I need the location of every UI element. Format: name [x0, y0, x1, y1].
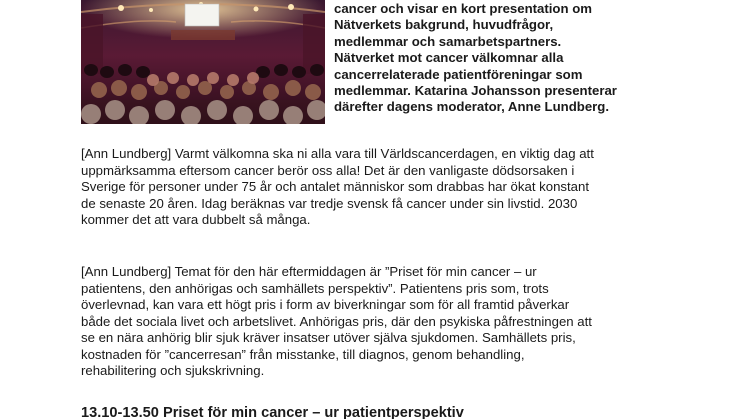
paragraph-line: kommer det att vara dubbelt så många. [81, 212, 311, 227]
paragraph-line: de senaste 20 åren. Idag beräknas var tredje svensk få cancer under sin livstid. 2030 [81, 195, 578, 211]
paragraph-line: kostnaden för ”cancerresan” från misstanke, till diagnos, genom behandling, [81, 346, 525, 362]
intro-line: cancer och visar en kort presentation om [334, 1, 592, 16]
paragraph-line: [Ann Lundberg] Varmt välkomna ska ni alla vara till Världscancerdagen, en viktig dag att [81, 146, 594, 161]
paragraph-theme [81, 264, 681, 380]
intro-line: cancerrelaterade patientföreningar som [334, 66, 583, 82]
paragraph-line: [Ann Lundberg] Temat för den här eftermiddagen är ”Priset för min cancer – ur [81, 264, 537, 279]
intro-line: medlemmar. Katarina Johansson presenterar [334, 83, 617, 99]
section-heading: 13.10-13.50 Priset för min cancer – ur patientperspektiv [81, 405, 464, 419]
intro-line: därefter dagens moderator, Anne Lundberg. [334, 99, 610, 115]
intro-bold-text [334, 1, 664, 116]
paragraph-line: patientens, den anhörigas och samhällets perspektiv”. Patientens pris som, trots [81, 280, 549, 296]
conference-hall-photo [81, 0, 325, 124]
intro-line: medlemmar och samarbetspartners. [334, 33, 562, 49]
paragraph-line: se en nära anhörig blir sjuk kräver insatser utöver själva sjukdomen. Samhällets pris, [81, 330, 576, 345]
intro-line: Nätverket mot cancer välkomnar alla [334, 50, 564, 66]
paragraph-welcome [81, 146, 681, 229]
intro-line: Nätverkets bakgrund, huvudfrågor, [334, 17, 554, 33]
paragraph-line: rehabilitering och sjukskrivning. [81, 363, 265, 378]
paragraph-line: Sverige för personer under 75 år och antalet människor som drabbas har ökat konstant [81, 179, 590, 194]
paragraph-line: uppmärksamma eftersom cancer berör oss alla! Det är den vanligaste dödsorsaken i [81, 162, 575, 178]
paragraph-line: både det sociala livet och arbetslivet. Anhörigas pris, där den psykiska påfrestningen att [81, 313, 592, 329]
paragraph-line: överlevnad, kan vara ett högt pris i form av biverkningar som för all framtid påverkar [81, 297, 570, 312]
